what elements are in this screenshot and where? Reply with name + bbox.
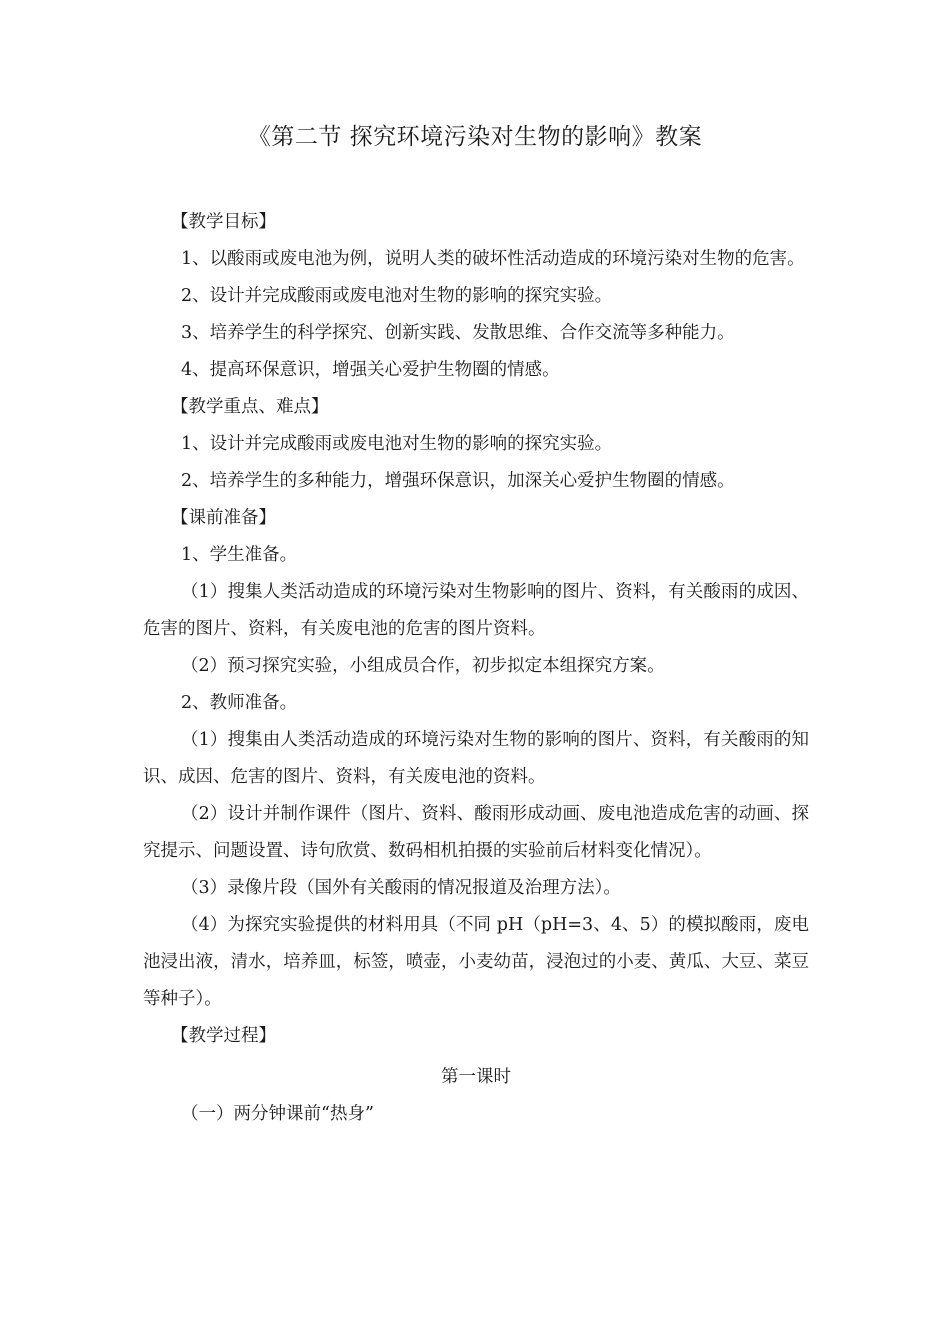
objective-item-1: 1、以酸雨或废电池为例，说明人类的破坏性活动造成的环境污染对生物的危害。 (181, 249, 805, 269)
heading-preparation: 【课前准备】 (171, 508, 276, 528)
teacher-prep-item-2: （2）设计并制作课件（图片、资料、酸雨形成动画、废电池造成危害的动画、探究提示、问题设置、诗句欣赏、数码相机拍摄的实验前后材料变化情况）。 (143, 804, 809, 861)
teacher-prep-label: 2、教师准备。 (181, 693, 298, 713)
process-step-1: （一）两分钟课前“热身” (181, 1104, 374, 1124)
document-title: 《第二节 探究环境污染对生物的影响》教案 (247, 124, 703, 150)
student-prep-label: 1、学生准备。 (181, 545, 298, 565)
document-body (143, 204, 809, 1133)
heading-key-points: 【教学重点、难点】 (171, 397, 329, 417)
objective-item-3: 3、培养学生的科学探究、创新实践、发散思维、合作交流等多种能力。 (181, 323, 735, 343)
heading-process: 【教学过程】 (171, 1026, 276, 1046)
objective-item-4: 4、提高环保意识，增强关心爱护生物圈的情感。 (181, 360, 560, 380)
teacher-prep-item-1: （1）搜集由人类活动造成的环境污染对生物的影响的图片、资料，有关酸雨的知识、成因、危害的图片、资料，有关废电池的资料。 (143, 730, 809, 787)
key-point-item-2: 2、培养学生的多种能力，增强环保意识，加深关心爱护生物圈的情感。 (181, 471, 735, 491)
heading-objectives: 【教学目标】 (171, 212, 276, 232)
key-point-item-1: 1、设计并完成酸雨或废电池对生物的影响的探究实验。 (181, 434, 613, 454)
objective-item-2: 2、设计并完成酸雨或废电池对生物的影响的探究实验。 (181, 286, 613, 306)
teacher-prep-item-4: （4）为探究实验提供的材料用具（不同 pH（pH=3、4、5）的模拟酸雨，废电池浸出液，清水，培养皿，标签，喷壶，小麦幼苗，浸泡过的小麦、黄瓜、大豆、菜豆等种子）。 (143, 915, 809, 1009)
lesson-label: 第一课时 (441, 1067, 511, 1087)
student-prep-item-1: （1）搜集人类活动造成的环境污染对生物影响的图片、资料，有关酸雨的成因、危害的图片、资料，有关废电池的危害的图片资料。 (143, 582, 809, 639)
teacher-prep-item-3: （3）录像片段（国外有关酸雨的情况报道及治理方法）。 (181, 878, 621, 898)
student-prep-item-2: （2）预习探究实验，小组成员合作，初步拟定本组探究方案。 (181, 656, 665, 676)
